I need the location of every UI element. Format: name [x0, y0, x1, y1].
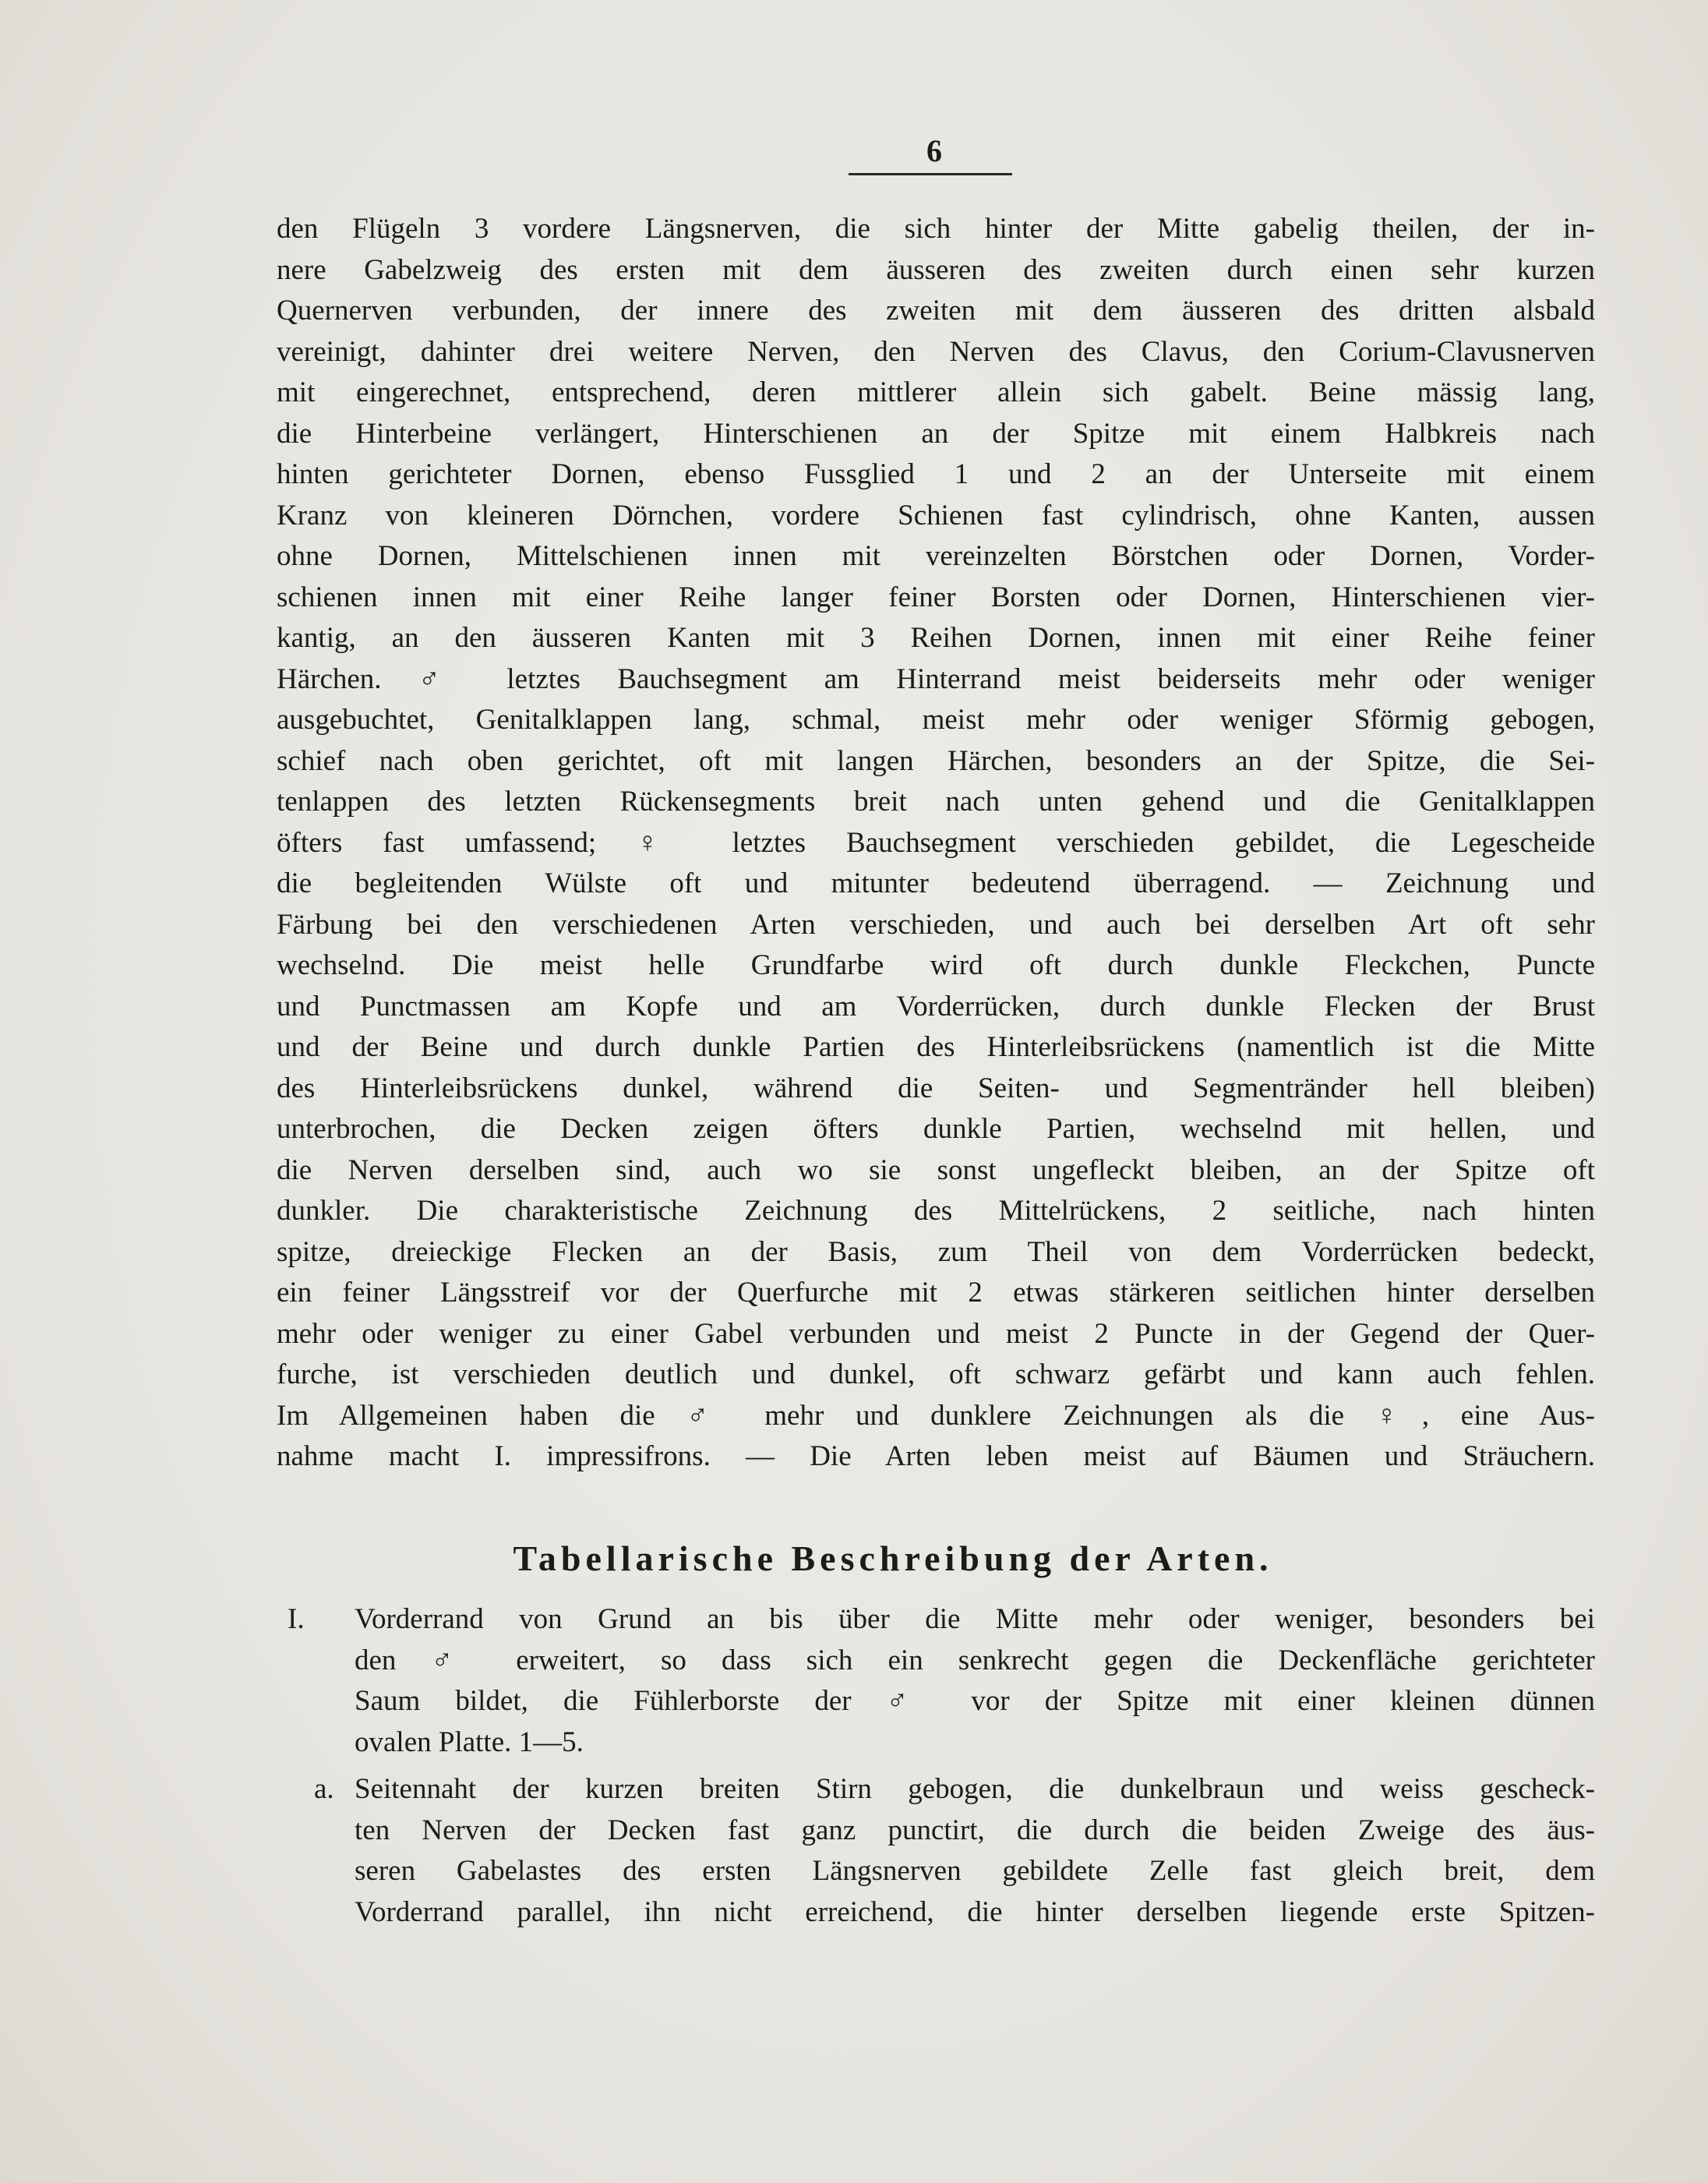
text-line: Färbung bei den verschiedenen Arten verschieden, und auch bei derselben Art oft sehr: [277, 908, 1595, 941]
text-line: Vorderrand parallel, ihn nicht erreichend, die hinter derselben liegende erste Spitzen-: [355, 1895, 1595, 1928]
text-line: öfters fast umfassend; ♀ letztes Bauchsegment verschieden gebildet, die Legescheide: [277, 826, 1595, 859]
text-line: Saum bildet, die Fühlerborste der ♂ vor der Spitze mit einer kleinen dünnen: [355, 1685, 1595, 1717]
body-paragraph: [277, 209, 1595, 1478]
species-key: [277, 1599, 1595, 1939]
text-line: Quernerven verbunden, der innere des zweiten mit dem äusseren des dritten alsbald: [277, 295, 1595, 327]
text-line: dunkler. Die charakteristische Zeichnung des Mittelrückens, 2 seitliche, nach hinten: [277, 1195, 1595, 1227]
text-line: die Hinterbeine verlängert, Hinterschienen an der Spitze mit einem Halbkreis nach: [277, 417, 1595, 450]
text-line: seren Gabelastes des ersten Längsnerven gebildete Zelle fast gleich breit, dem: [355, 1855, 1595, 1887]
text-line: ovalen Platte. 1—5.: [355, 1726, 584, 1758]
text-line: ten Nerven der Decken fast ganz punctirt, die durch die beiden Zweige des äus-: [355, 1814, 1595, 1846]
text-line: und Punctmassen am Kopfe und am Vorderrücken, durch dunkle Flecken der Brust: [277, 990, 1595, 1023]
key-entry: [277, 1599, 1595, 1763]
text-line: mehr oder weniger zu einer Gabel verbunden und meist 2 Puncte in der Gegend der Quer-: [277, 1317, 1595, 1350]
page-number-rule: [849, 173, 1012, 175]
text-line: unterbrochen, die Decken zeigen öfters dunkle Partien, wechselnd mit hellen, und: [277, 1113, 1595, 1145]
text-line: die Nerven derselben sind, auch wo sie sonst ungefleckt bleiben, an der Spitze oft: [277, 1153, 1595, 1186]
text-line: spitze, dreieckige Flecken an der Basis, zum Theil von dem Vorderrücken bedeckt,: [277, 1235, 1595, 1268]
page-number: 6: [926, 133, 942, 168]
text-line: und der Beine und durch dunkle Partien des Hinterleibsrückens (namentlich ist die Mitte: [277, 1031, 1595, 1063]
text-line: die begleitenden Wülste oft und mitunter bedeutend überragend. — Zeichnung und: [277, 867, 1595, 899]
text-line: hinten gerichteter Dornen, ebenso Fussglied 1 und 2 an der Unterseite mit einem: [277, 458, 1595, 490]
entry-marker: a.: [314, 1773, 334, 1805]
key-entry: [277, 1769, 1595, 1933]
text-line: ohne Dornen, Mittelschienen innen mit vereinzelten Börstchen oder Dornen, Vorder-: [277, 540, 1595, 572]
text-line: vereinigt, dahinter drei weitere Nerven, den Nerven des Clavus, den Corium-Clavusnerven: [277, 335, 1595, 368]
text-line: Seitennaht der kurzen breiten Stirn gebogen, die dunkelbraun und weiss gescheck-: [355, 1773, 1595, 1805]
text-line: furche, ist verschieden deutlich und dunkel, oft schwarz gefärbt und kann auch fehlen.: [277, 1358, 1595, 1390]
text-line: den Flügeln 3 vordere Längsnerven, die sich hinter der Mitte gabelig theilen, der in-: [277, 213, 1595, 245]
text-line: nere Gabelzweig des ersten mit dem äusseren des zweiten durch einen sehr kurzen: [277, 253, 1595, 286]
text-line: schief nach oben gerichtet, oft mit langen Härchen, besonders an der Spitze, die Sei-: [277, 744, 1595, 777]
text-line: Vorderrand von Grund an bis über die Mitte mehr oder weniger, besonders bei: [355, 1603, 1595, 1635]
text-line: Härchen. ♂ letztes Bauchsegment am Hinterrand meist beiderseits mehr oder weniger: [277, 662, 1595, 695]
text-line: nahme macht I. impressifrons. — Die Arten leben meist auf Bäumen und Sträuchern.: [277, 1440, 1595, 1472]
section-heading: Tabellarische Beschreibung der Arten.: [513, 1538, 1273, 1578]
text-line: wechselnd. Die meist helle Grundfarbe wird oft durch dunkle Fleckchen, Puncte: [277, 949, 1595, 981]
text-line: schienen innen mit einer Reihe langer feiner Borsten oder Dornen, Hinterschienen vier-: [277, 581, 1595, 613]
text-line: den ♂ erweitert, so dass sich ein senkrecht gegen die Deckenfläche gerichteter: [355, 1644, 1595, 1676]
text-line: des Hinterleibsrückens dunkel, während die Seiten- und Segmentränder hell bleiben): [277, 1072, 1595, 1104]
text-line: kantig, an den äusseren Kanten mit 3 Reihen Dornen, innen mit einer Reihe feiner: [277, 622, 1595, 654]
text-line: ausgebuchtet, Genitalklappen lang, schmal, meist mehr oder weniger Sförmig gebogen,: [277, 704, 1595, 736]
text-line: tenlappen des letzten Rückensegments breit nach unten gehend und die Genitalklappen: [277, 786, 1595, 818]
text-line: Im Allgemeinen haben die ♂ mehr und dunklere Zeichnungen als die ♀, eine Aus-: [277, 1399, 1595, 1432]
entry-marker: I.: [288, 1603, 305, 1635]
text-line: mit eingerechnet, entsprechend, deren mittlerer allein sich gabelt. Beine mässig lang,: [277, 376, 1595, 408]
text-line: ein feiner Längsstreif vor der Querfurche mit 2 etwas stärkeren seitlichen hinter derselben: [277, 1277, 1595, 1309]
text-line: Kranz von kleineren Dörnchen, vordere Schienen fast cylindrisch, ohne Kanten, aussen: [277, 499, 1595, 532]
